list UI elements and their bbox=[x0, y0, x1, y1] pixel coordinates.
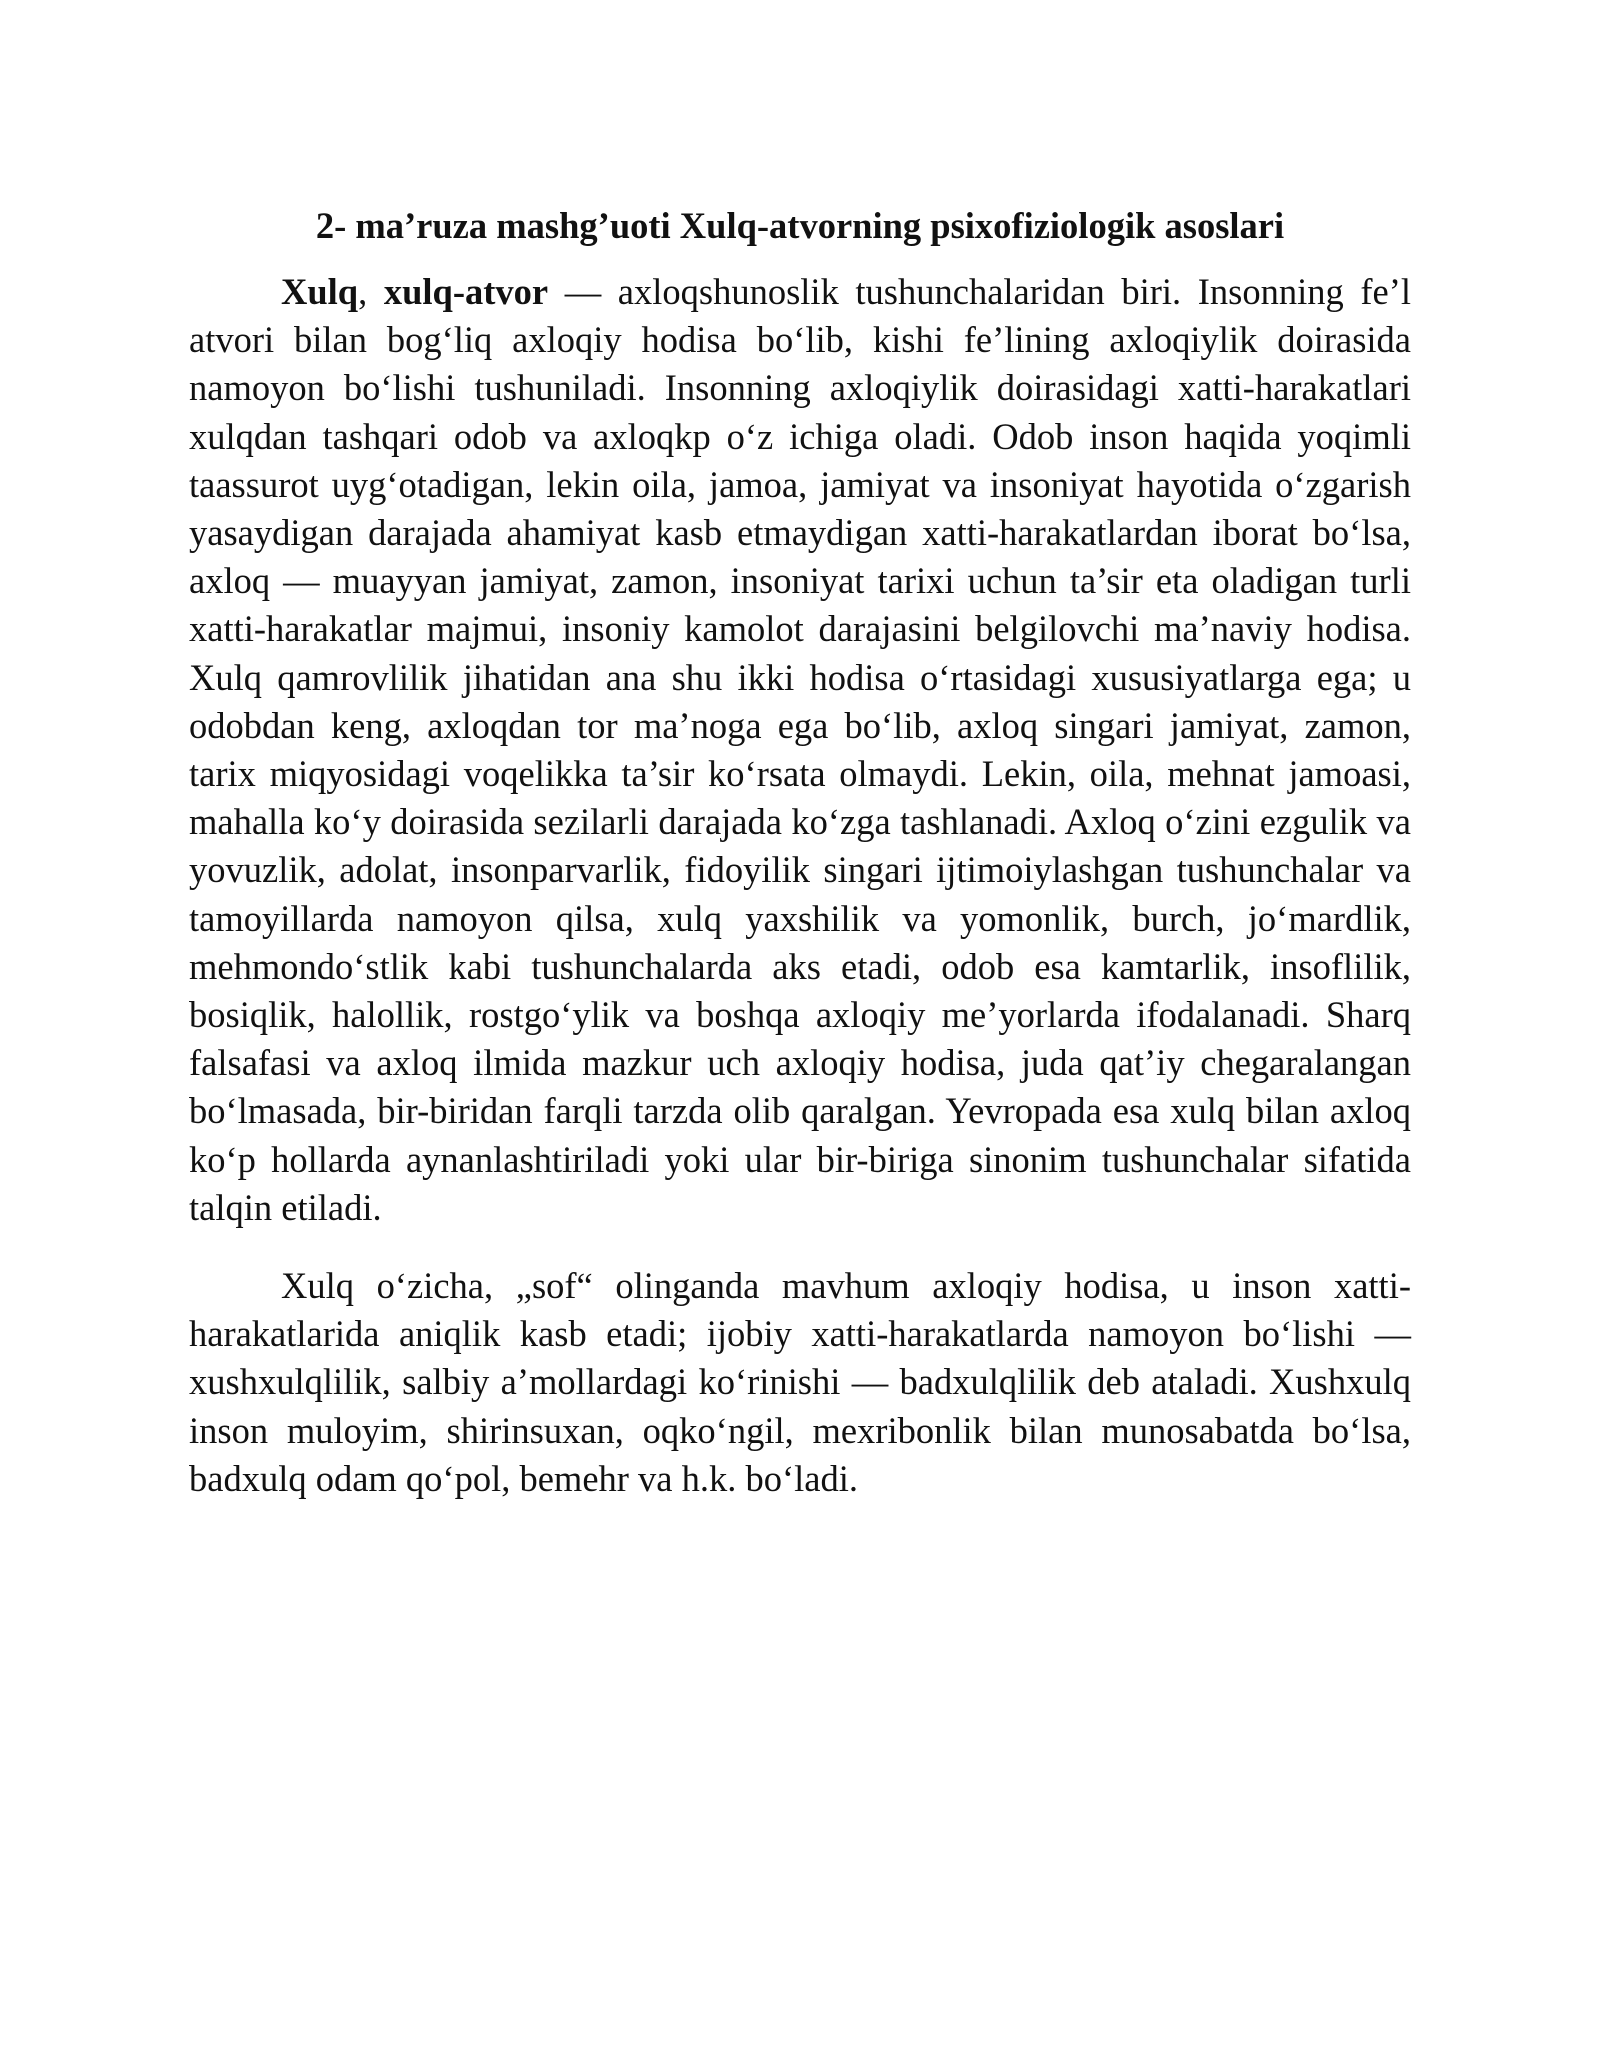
paragraph-definition bbox=[189, 268, 1411, 1232]
document-body bbox=[189, 202, 1411, 1503]
term-xulq: Xulq bbox=[281, 271, 359, 312]
term-xulq-atvor: xulq-atvor bbox=[383, 271, 549, 312]
paragraph-definition-text: — axloqshunoslik tushunchalaridan biri. Insonning fe’l atvori bilan bog‘liq axloqiy hodisa bo‘lib, kishi fe’lining axloqiylik doirasida namoyon bo‘lishi tushuniladi. Insonning axloqiylik doirasidagi xatti-harakatlari xulqdan tashqari odob va axloqkp o‘z ichiga oladi. Odob inson haqida yoqimli taassurot uyg‘otadigan, lekin oila, jamoa, jamiyat va insoniyat hayotida o‘zgarish yasaydigan darajada ahamiyat kasb etmaydigan xatti-harakatlardan iborat bo‘lsa, axloq — muayyan jamiyat, zamon, insoniyat tarixi uchun ta’sir eta oladigan turli xatti-harakatlar majmui, insoniy kamolot darajasini belgilovchi ma’naviy hodisa. Xulq qamrovlilik jihatidan ana shu ikki hodisa o‘rtasidagi xususiyatlarga ega; u odobdan keng, axloqdan tor ma’noga ega bo‘lib, axloq singari jamiyat, zamon, tarix miqyosidagi voqelikka ta’sir ko‘rsata olmaydi. Lekin, oila, mehnat jamoasi, mahalla ko‘y doirasida sezilarli darajada ko‘zga tashlanadi. Axloq o‘zini ezgulik va yovuzlik, adolat, insonparvarlik, fidoyilik singari ijtimoiylashgan tushunchalar va tamoyillarda namoyon qilsa, xulq yaxshilik va yomonlik, burch, jo‘mardlik, mehmondo‘stlik kabi tushunchalarda aks etadi, odob esa kamtarlik, insoflilik, bosiqlik, halollik, rostgo‘ylik va boshqa axloqiy me’yorlarda ifodalanadi. Sharq falsafasi va axloq ilmida mazkur uch axloqiy hodisa, juda qat’iy chegaralangan bo‘lmasada, bir-biridan farqli tarzda olib qaralgan. Yevropada esa xulq bilan axloq ko‘p hollarda aynanlashtiriladi yoki ular bir-biriga sinonim tushunchalar sifatida talqin etiladi. bbox=[189, 271, 1412, 1228]
term-separator: , bbox=[358, 271, 384, 312]
lecture-title: 2- ma’ruza mashg’uoti Xulq-atvorning psixofiziologik asoslari bbox=[315, 205, 1285, 246]
paragraph-xulq-types-text: Xulq o‘zicha, „sof“ olinganda mavhum axloqiy hodisa, u inson xatti-harakatlarida aniqlik kasb etadi; ijobiy xatti-harakatlarda namoyon bo‘lishi — xushxulqlilik, salbiy a’mollardagi ko‘rinishi — badxulqlilik deb ataladi. Xushxulq inson muloyim, shirinsuxan, oqko‘ngil, mexribonlik bilan munosabatda bo‘lsa, badxulq odam qo‘pol, bemehr va h.k. bo‘ladi. bbox=[189, 1265, 1411, 1499]
paragraph-xulq-types bbox=[189, 1262, 1411, 1503]
